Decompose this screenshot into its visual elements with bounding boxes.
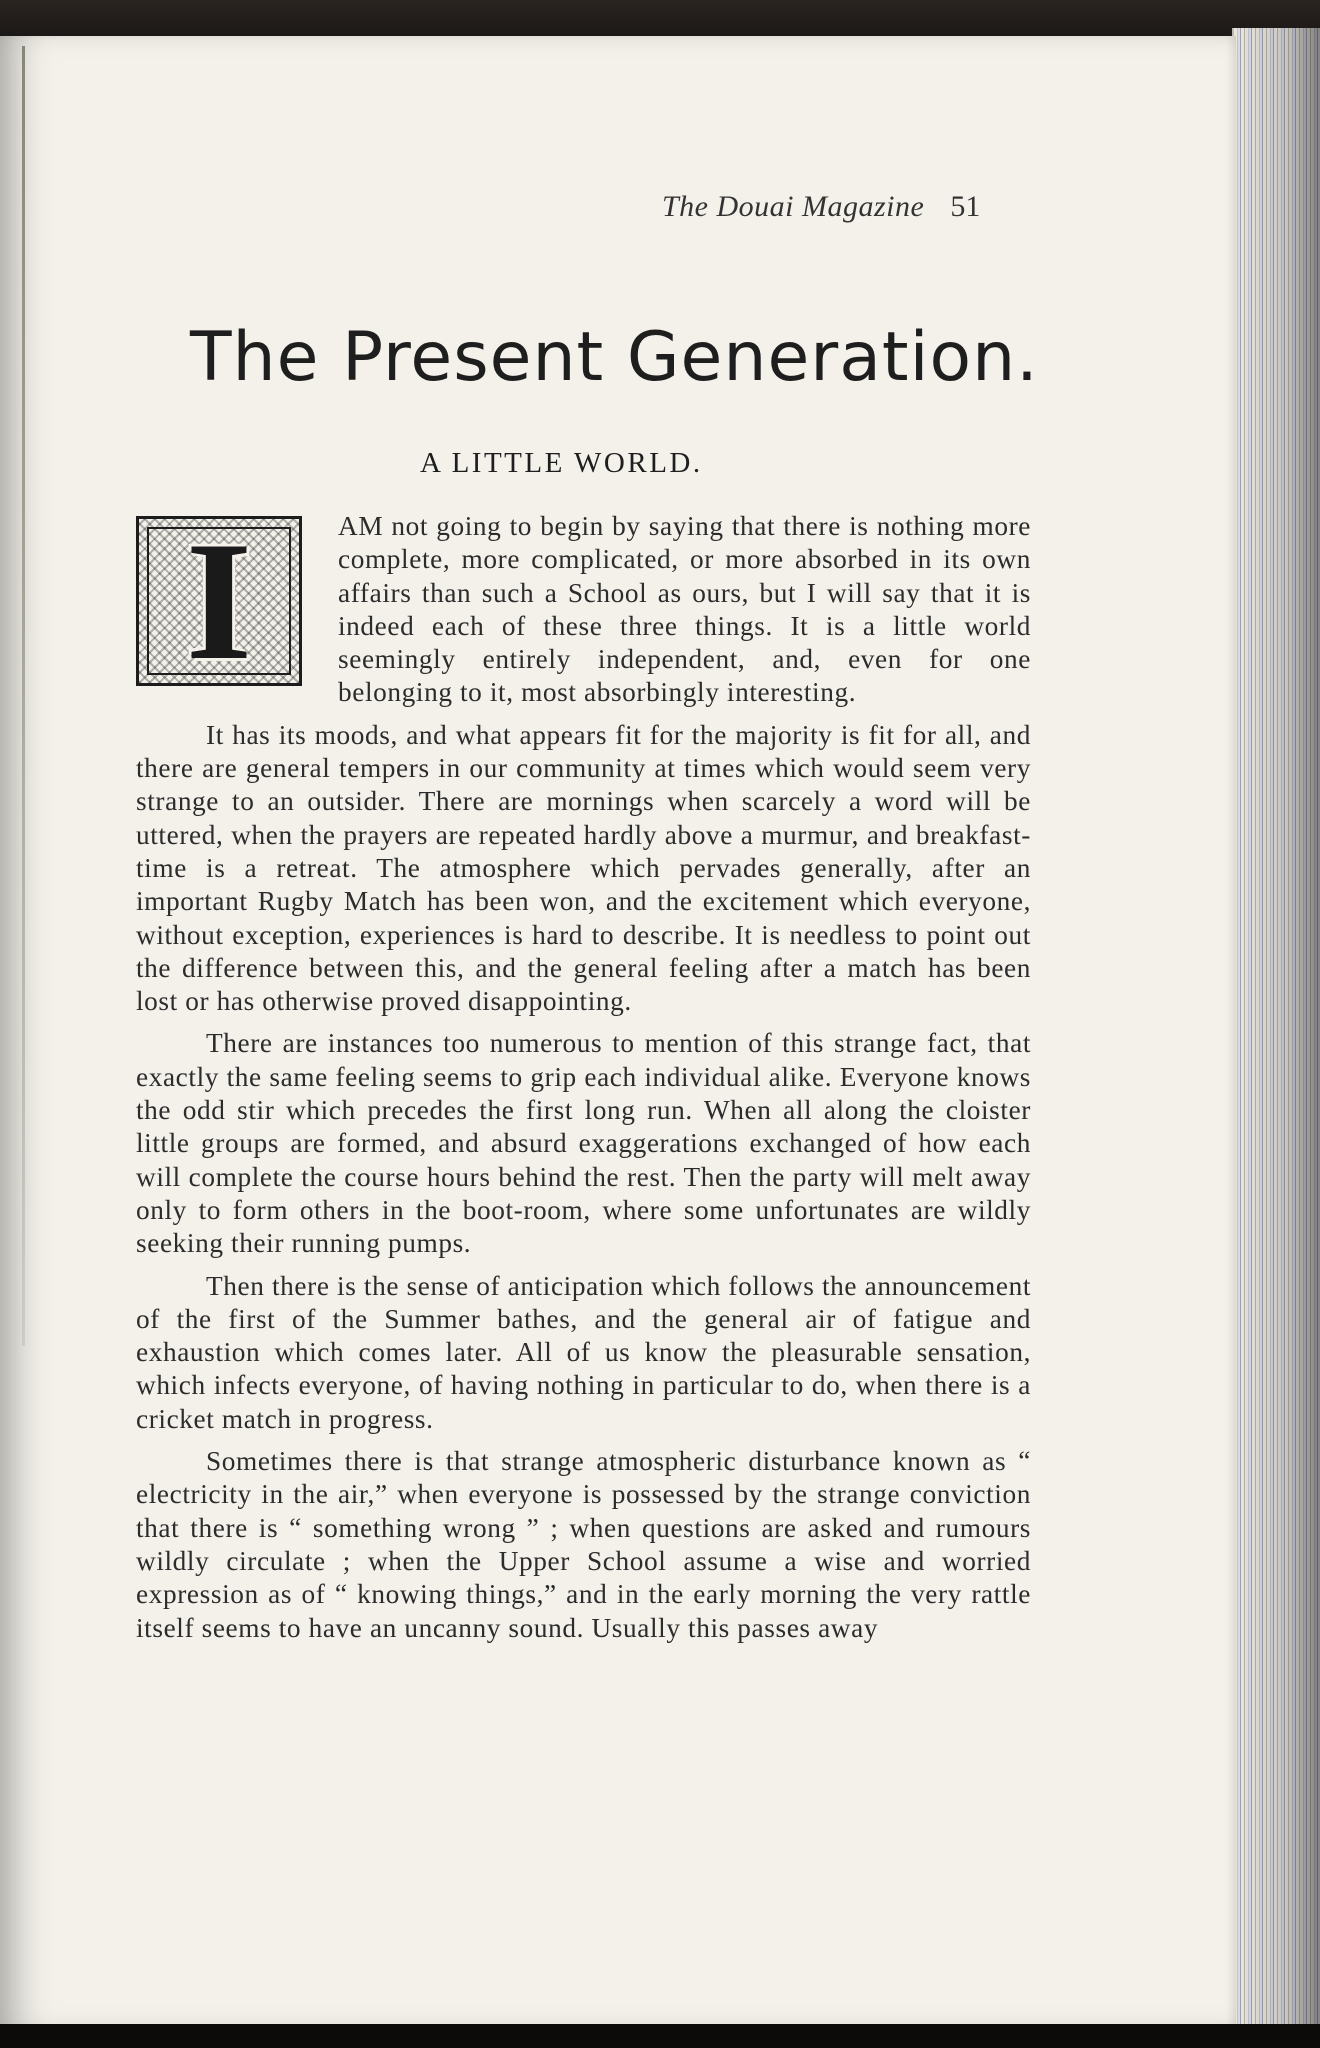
page-bottom-shadow [0, 2024, 1320, 2048]
paragraph-4: Then there is the sense of anticipation which follows the announcement of the first of the Summer bathes, and the general air of fatigue and exhaustion which comes later. All of us know the pleasurable sensation, which infects everyone, of having nothing in particular to do, when there is a cricket match in progress. [136, 1270, 1031, 1434]
running-head [662, 190, 1032, 230]
gutter-shadow [22, 46, 25, 1346]
paragraph-2: It has its moods, and what appears fit for the majority is fit for all, and there are general tempers in our community at times which would seem very strange to an outsider. There are mornings when scarcely a word will be uttered, when the prayers are repeated hardly above a murmur, and breakfast-time is a retreat. The atmosphere which pervades generally, after an important Rugby Match has been won, and the excitement which everyone, without exception, experiences is hard to describe. It is needless to point out the difference between this, and the general feeling after a match has been lost or has otherwise proved disappointing. [136, 719, 1031, 1017]
paragraph-1 [136, 510, 1031, 710]
drop-cap-letter: I [185, 516, 253, 686]
page-fore-edges [1232, 28, 1320, 2028]
paragraph-5: Sometimes there is that strange atmospheric disturbance known as “ electricity in the air,” when everyone is possessed by the strange conviction that there is “ something wrong ” ; when questions are asked and rumours wildly circulate ; when the Upper School assume a wise and worried expression as of “ knowing things,” and in the early morning the very rattle itself seems to have an uncanny sound. Usually this passes away [136, 1446, 1031, 1643]
article-body [136, 510, 1031, 1645]
drop-cap-space [136, 510, 338, 696]
paragraph-1-text: AM not going to begin by saying that there is nothing more complete, more complicated, or more absorbed in its own affairs than such a School as ours, but I will say that it is indeed each of these three things. It is a little world seemingly entirely independent, and, even for one belonging to it, most absorbingly interesting. [338, 511, 1031, 708]
journal-title: The Douai Magazine [662, 190, 925, 223]
page-number: 51 [950, 190, 981, 223]
article-subtitle: A LITTLE WORLD. [420, 447, 703, 479]
paragraph-3: There are instances too numerous to mention of this strange fact, that exactly the same feeling seems to grip each individual alike. Everyone knows the odd stir which precedes the first long run. When all along the cloister little groups are formed, and absurd exaggerations exchanged of how each will complete the course hours behind the rest. Then the party will melt away only to form others in the boot-room, where some unfortunates are wildly seeking their running pumps. [136, 1028, 1031, 1259]
article-title: The Present Generation. [190, 318, 1039, 397]
